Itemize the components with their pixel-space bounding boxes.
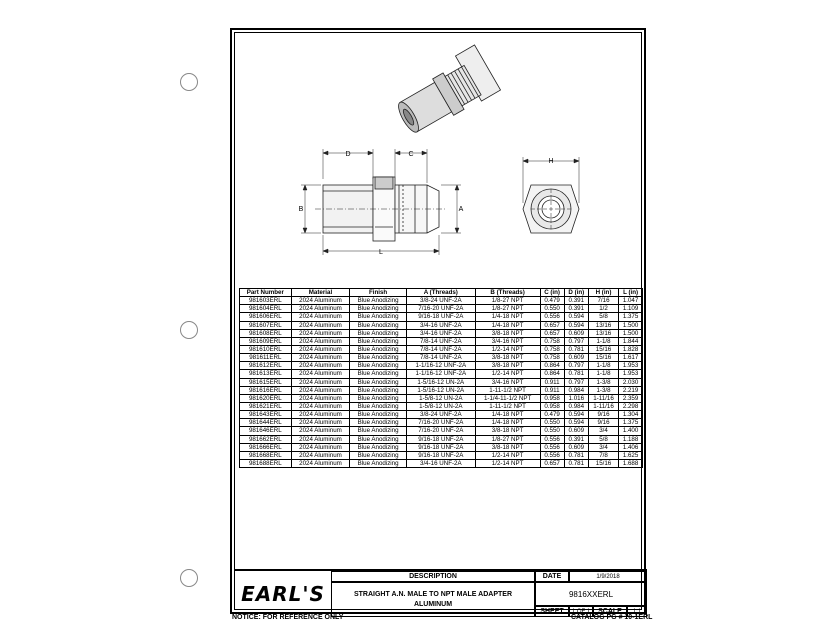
table-cell: 3/8-18 NPT	[475, 354, 540, 362]
table-cell: 981609ERL	[240, 337, 292, 345]
table-cell: 9/16-18 UNF-2A	[406, 435, 475, 443]
table-cell: Blue Anodizing	[350, 427, 407, 435]
table-cell: Blue Anodizing	[350, 297, 407, 305]
table-cell: Blue Anodizing	[350, 386, 407, 394]
table-cell: 0.657	[540, 459, 564, 467]
table-row	[240, 362, 643, 370]
table-cell: 1.844	[619, 337, 643, 345]
column-header: B (Threads)	[475, 289, 540, 297]
table-cell: 0.609	[564, 427, 588, 435]
table-cell: 1.406	[619, 443, 643, 451]
table-cell: 1-5/8-12 UN-2A	[406, 402, 475, 410]
description-line-1: STRAIGHT A.N. MALE TO NPT MALE ADAPTER	[353, 590, 513, 598]
table-cell: Blue Anodizing	[350, 354, 407, 362]
table-cell: 1/8-27 NPT	[475, 297, 540, 305]
table-cell: 981608ERL	[240, 329, 292, 337]
table-row	[240, 386, 643, 394]
table-row	[240, 411, 643, 419]
table-cell: 7/8-14 UNF-2A	[406, 345, 475, 353]
table-cell: 0.781	[564, 459, 588, 467]
table-cell: 0.556	[540, 451, 564, 459]
table-cell: 1-3/8	[588, 378, 618, 386]
table-cell: 1/2-14 NPT	[475, 451, 540, 459]
description-line-2: ALUMINUM	[413, 600, 453, 608]
scale-value: 1:1	[627, 606, 647, 617]
table-cell: 1.047	[619, 297, 643, 305]
table-cell: 7/16-20 UNF-2A	[406, 427, 475, 435]
earls-logo: EARL'S	[241, 582, 325, 606]
table-cell: 1/2-14 NPT	[475, 370, 540, 378]
table-cell: 1.304	[619, 411, 643, 419]
table-cell: 1.953	[619, 370, 643, 378]
table-cell: 0.609	[564, 329, 588, 337]
table-row	[240, 305, 643, 313]
table-cell: 1.375	[619, 419, 643, 427]
table-cell: 3/4-16 NPT	[475, 337, 540, 345]
table-row	[240, 427, 643, 435]
table-cell: 3/4	[588, 443, 618, 451]
table-cell: 1-1/16-12 UNF-2A	[406, 362, 475, 370]
table-cell: 981688ERL	[240, 459, 292, 467]
table-cell: 0.657	[540, 321, 564, 329]
table-cell: 0.984	[564, 386, 588, 394]
end-view	[523, 185, 579, 233]
sheet-value: 1 OF 1	[569, 606, 593, 617]
table-cell: 1-1/8	[588, 362, 618, 370]
table-cell: 2024 Aluminum	[291, 402, 350, 410]
table-cell: 1-3/8	[588, 386, 618, 394]
table-cell: Blue Anodizing	[350, 305, 407, 313]
table-cell: 3/4-16 UNF-2A	[406, 459, 475, 467]
table-row	[240, 337, 643, 345]
table-cell: Blue Anodizing	[350, 313, 407, 321]
table-cell: 1/8-27 NPT	[475, 305, 540, 313]
table-cell: 0.391	[564, 435, 588, 443]
table-cell: 2024 Aluminum	[291, 459, 350, 467]
table-cell: 1-11/16	[588, 394, 618, 402]
table-cell: Blue Anodizing	[350, 451, 407, 459]
table-cell: 0.958	[540, 394, 564, 402]
table-cell: Blue Anodizing	[350, 459, 407, 467]
table-cell: 3/8-24 UNF-2A	[406, 411, 475, 419]
table-cell: 0.797	[564, 337, 588, 345]
dim-label-d: D	[345, 151, 351, 158]
table-cell: 2.219	[619, 386, 643, 394]
table-cell: 1.400	[619, 427, 643, 435]
table-cell: Blue Anodizing	[350, 321, 407, 329]
table-cell: 0.594	[564, 411, 588, 419]
table-cell: 7/8-14 UNF-2A	[406, 337, 475, 345]
table-cell: 2024 Aluminum	[291, 378, 350, 386]
table-cell: 0.797	[564, 378, 588, 386]
table-cell: 2024 Aluminum	[291, 337, 350, 345]
table-cell: 0.958	[540, 402, 564, 410]
table-cell: 3/8-24 UNF-2A	[406, 297, 475, 305]
table-cell: 1/2	[588, 305, 618, 313]
table-cell: 981646ERL	[240, 427, 292, 435]
table-cell: 3/4	[588, 427, 618, 435]
table-cell: 2.359	[619, 394, 643, 402]
table-row	[240, 394, 643, 402]
table-cell: 7/16	[588, 297, 618, 305]
column-header: Material	[291, 289, 350, 297]
table-cell: 0.594	[564, 419, 588, 427]
table-cell: 981620ERL	[240, 394, 292, 402]
table-cell: 1/8-27 NPT	[475, 435, 540, 443]
dim-label-c: C	[408, 151, 414, 158]
table-cell: 9/16-18 UNF-2A	[406, 451, 475, 459]
table-cell: 981611ERL	[240, 354, 292, 362]
table-cell: 0.864	[540, 362, 564, 370]
table-cell: 1.617	[619, 354, 643, 362]
table-cell: 2024 Aluminum	[291, 321, 350, 329]
table-cell: 7/16-20 UNF-2A	[406, 305, 475, 313]
dim-label-h: H	[548, 158, 554, 165]
column-header: Part Number	[240, 289, 292, 297]
table-cell: 0.550	[540, 427, 564, 435]
table-cell: Blue Anodizing	[350, 337, 407, 345]
table-cell: 1/4-18 NPT	[475, 313, 540, 321]
table-cell: 2024 Aluminum	[291, 419, 350, 427]
table-cell: 1.109	[619, 305, 643, 313]
isometric-view	[393, 45, 501, 138]
table-cell: 1.828	[619, 345, 643, 353]
table-cell: 3/8-18 NPT	[475, 427, 540, 435]
table-cell: 981662ERL	[240, 435, 292, 443]
table-cell: 0.609	[564, 354, 588, 362]
table-cell: 2024 Aluminum	[291, 435, 350, 443]
technical-drawing	[235, 33, 647, 283]
table-cell: 2024 Aluminum	[291, 451, 350, 459]
table-cell: 1.688	[619, 459, 643, 467]
table-cell: 981668ERL	[240, 451, 292, 459]
table-cell: 2.030	[619, 378, 643, 386]
table-cell: 981621ERL	[240, 402, 292, 410]
description-label: DESCRIPTION	[331, 571, 535, 582]
table-cell: Blue Anodizing	[350, 378, 407, 386]
table-cell: 1-1/8	[588, 370, 618, 378]
table-cell: 0.781	[564, 370, 588, 378]
table-cell: Blue Anodizing	[350, 370, 407, 378]
table-cell: 2024 Aluminum	[291, 313, 350, 321]
table-row	[240, 321, 643, 329]
table-row	[240, 329, 643, 337]
table-body	[240, 297, 643, 468]
table-row	[240, 313, 643, 321]
table-cell: 981603ERL	[240, 297, 292, 305]
table-cell: 0.594	[564, 313, 588, 321]
table-cell: 981644ERL	[240, 419, 292, 427]
table-cell: 2024 Aluminum	[291, 354, 350, 362]
table-cell: 0.758	[540, 345, 564, 353]
column-header: L (in)	[619, 289, 643, 297]
table-cell: 5/8	[588, 435, 618, 443]
table-cell: Blue Anodizing	[350, 345, 407, 353]
table-header-row	[240, 289, 643, 297]
date-label: DATE	[535, 571, 569, 582]
table-cell: 2024 Aluminum	[291, 297, 350, 305]
table-row	[240, 354, 643, 362]
table-cell: 1/4-18 NPT	[475, 419, 540, 427]
table-cell: 1-11/16	[588, 402, 618, 410]
dim-label-a: A	[458, 206, 464, 213]
table-cell: 2024 Aluminum	[291, 394, 350, 402]
table-cell: 7/8-14 UNF-2A	[406, 354, 475, 362]
table-row	[240, 443, 643, 451]
drawing-border	[234, 32, 642, 615]
side-view	[315, 177, 447, 241]
title-block	[235, 569, 647, 619]
table-cell: 0.911	[540, 378, 564, 386]
table-cell: 0.550	[540, 419, 564, 427]
table-cell: 981615ERL	[240, 378, 292, 386]
table-cell: 0.781	[564, 345, 588, 353]
table-cell: 2024 Aluminum	[291, 345, 350, 353]
table-cell: 0.479	[540, 297, 564, 305]
table-cell: 1-5/8-12 UN-2A	[406, 394, 475, 402]
table-cell: 9/16	[588, 419, 618, 427]
table-cell: 9/16	[588, 411, 618, 419]
table-cell: 5/8	[588, 313, 618, 321]
table-cell: 3/4-16 UNF-2A	[406, 329, 475, 337]
table-row	[240, 345, 643, 353]
column-header: H (in)	[588, 289, 618, 297]
table-cell: 7/16-20 UNF-2A	[406, 419, 475, 427]
table-cell: 7/8	[588, 451, 618, 459]
table-cell: 1-11-1/2 NPT	[475, 386, 540, 394]
table-cell: 0.657	[540, 329, 564, 337]
table-cell: 13/16	[588, 321, 618, 329]
binder-hole-bottom	[180, 569, 198, 587]
table-cell: 0.758	[540, 337, 564, 345]
table-cell: 0.864	[540, 370, 564, 378]
scale-label: SCALE	[593, 606, 627, 617]
table-cell: Blue Anodizing	[350, 362, 407, 370]
table-cell: 981613ERL	[240, 370, 292, 378]
table-row	[240, 459, 643, 467]
table-cell: Blue Anodizing	[350, 435, 407, 443]
table-cell: 981607ERL	[240, 321, 292, 329]
table-cell: 1/4-18 NPT	[475, 411, 540, 419]
table-cell: 0.594	[564, 321, 588, 329]
table-cell: 0.391	[564, 305, 588, 313]
table-cell: 2.298	[619, 402, 643, 410]
table-cell: Blue Anodizing	[350, 329, 407, 337]
dim-label-b: B	[298, 206, 304, 213]
reference-notice: NOTICE: FOR REFERENCE ONLY	[232, 614, 344, 621]
table-cell: Blue Anodizing	[350, 394, 407, 402]
table-row	[240, 297, 643, 305]
table-cell: 0.479	[540, 411, 564, 419]
table-cell: 3/4-16 NPT	[475, 378, 540, 386]
table-cell: 0.984	[564, 402, 588, 410]
table-cell: 3/8-18 NPT	[475, 362, 540, 370]
table-cell: 1-5/16-12 UN-2A	[406, 386, 475, 394]
table-cell: 1/4-18 NPT	[475, 321, 540, 329]
column-header: D (in)	[564, 289, 588, 297]
sheet-label: SHEET	[535, 606, 569, 617]
table-row	[240, 419, 643, 427]
table-cell: 0.391	[564, 297, 588, 305]
table-cell: Blue Anodizing	[350, 402, 407, 410]
drawing-sheet	[230, 28, 646, 614]
description-text	[331, 582, 535, 617]
table-row	[240, 370, 643, 378]
binder-hole-top	[180, 73, 198, 91]
table-cell: 1.953	[619, 362, 643, 370]
table-cell: 0.556	[540, 435, 564, 443]
table-row	[240, 435, 643, 443]
table-cell: 1-1/8	[588, 337, 618, 345]
column-header: C (in)	[540, 289, 564, 297]
table-cell: 1.188	[619, 435, 643, 443]
table-cell: 981604ERL	[240, 305, 292, 313]
table-cell: 1.500	[619, 329, 643, 337]
table-cell: 981612ERL	[240, 362, 292, 370]
table-cell: 1.625	[619, 451, 643, 459]
table-cell: 3/8-18 NPT	[475, 443, 540, 451]
table-cell: 2024 Aluminum	[291, 305, 350, 313]
table-cell: 1-1/16-12 UNF-2A	[406, 370, 475, 378]
table-cell: 1-1/4-11-1/2 NPT	[475, 394, 540, 402]
part-number-value: 9816XXERL	[535, 582, 647, 606]
table-cell: 0.550	[540, 305, 564, 313]
table-cell: 2024 Aluminum	[291, 329, 350, 337]
table-cell: 15/16	[588, 459, 618, 467]
table-cell: 0.556	[540, 313, 564, 321]
table-cell: 0.556	[540, 443, 564, 451]
table-cell: 2024 Aluminum	[291, 386, 350, 394]
table-cell: Blue Anodizing	[350, 411, 407, 419]
table-cell: 2024 Aluminum	[291, 427, 350, 435]
table-cell: 0.797	[564, 362, 588, 370]
table-cell: 1/2-14 NPT	[475, 459, 540, 467]
table-cell: 9/16-18 UNF-2A	[406, 443, 475, 451]
table-cell: 9/16-18 UNF-2A	[406, 313, 475, 321]
table-cell: Blue Anodizing	[350, 419, 407, 427]
column-header: Finish	[350, 289, 407, 297]
date-value: 1/9/2018	[569, 571, 647, 582]
table-cell: 2024 Aluminum	[291, 411, 350, 419]
parts-table	[239, 288, 643, 468]
binder-hole-middle	[180, 321, 198, 339]
table-cell: 1.016	[564, 394, 588, 402]
table-cell: 3/8-18 NPT	[475, 329, 540, 337]
table-cell: 0.609	[564, 443, 588, 451]
column-header: A (Threads)	[406, 289, 475, 297]
table-cell: 2024 Aluminum	[291, 370, 350, 378]
table-cell: 981643ERL	[240, 411, 292, 419]
table-cell: 1.375	[619, 313, 643, 321]
table-cell: 1/2-14 NPT	[475, 345, 540, 353]
table-cell: 3/4-16 UNF-2A	[406, 321, 475, 329]
table-cell: 1-11-1/2 NPT	[475, 402, 540, 410]
table-cell: 1.500	[619, 321, 643, 329]
catalog-page: CATALOG PG # 10-1ERL	[571, 614, 653, 621]
table-cell: 0.758	[540, 354, 564, 362]
table-cell: 15/16	[588, 354, 618, 362]
table-cell: 981666ERL	[240, 443, 292, 451]
table-cell: 1-5/16-12 UN-2A	[406, 378, 475, 386]
table-cell: 13/16	[588, 329, 618, 337]
table-cell: 15/16	[588, 345, 618, 353]
table-row	[240, 451, 643, 459]
table-cell: 2024 Aluminum	[291, 443, 350, 451]
table-cell: 981616ERL	[240, 386, 292, 394]
table-row	[240, 378, 643, 386]
table-cell: Blue Anodizing	[350, 443, 407, 451]
table-cell: 981606ERL	[240, 313, 292, 321]
table-row	[240, 402, 643, 410]
dim-label-l: L	[379, 249, 383, 256]
table-cell: 0.781	[564, 451, 588, 459]
table-cell: 2024 Aluminum	[291, 362, 350, 370]
table-cell: 0.911	[540, 386, 564, 394]
table-cell: 981610ERL	[240, 345, 292, 353]
